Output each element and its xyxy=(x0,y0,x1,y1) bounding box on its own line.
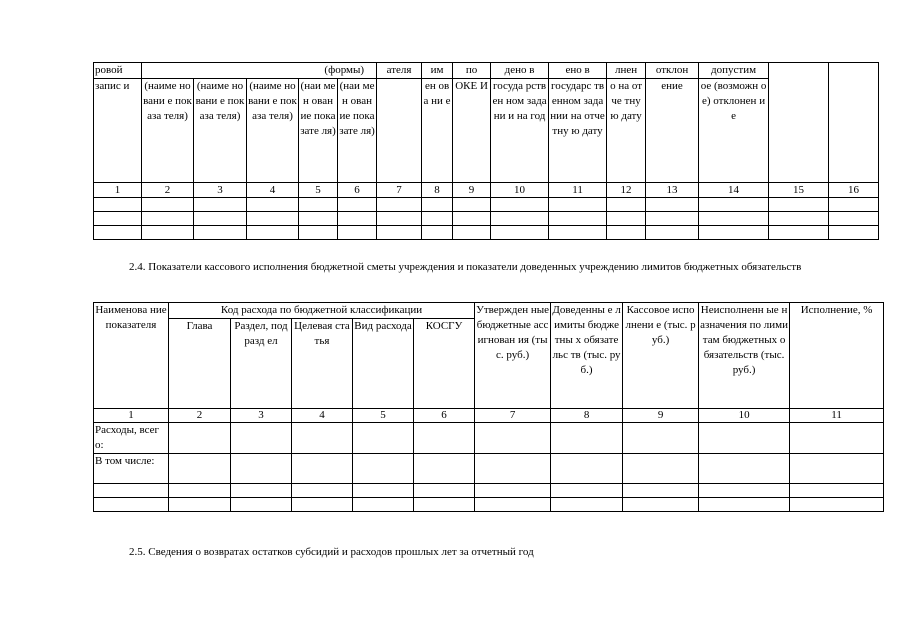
table-cell xyxy=(699,498,790,512)
t2-colnum: 5 xyxy=(353,409,414,423)
t1-header-c13: ение xyxy=(646,79,699,183)
table-cell xyxy=(194,198,247,212)
table-cell xyxy=(292,484,353,498)
table1-header-top-row xyxy=(94,63,879,79)
table-cell xyxy=(790,423,884,454)
t1-header-c4: (наиме новани е показа теля) xyxy=(247,79,299,183)
table-cell xyxy=(646,226,699,240)
t1-colnum: 1 xyxy=(94,183,142,198)
t1-header-c12-top: лнен xyxy=(607,63,646,79)
table-cell xyxy=(169,423,231,454)
section-2-4-heading: 2.4. Показатели кассового исполнения бюджетной сметы учреждения и показатели доведенных учреждению лимитов бюджетных обязательств xyxy=(129,261,802,273)
table-cell xyxy=(338,198,377,212)
table-cell xyxy=(169,498,231,512)
t1-colnum: 6 xyxy=(338,183,377,198)
t1-colnum: 16 xyxy=(829,183,879,198)
t2-colnum: 7 xyxy=(475,409,551,423)
table-cell xyxy=(414,423,475,454)
table-cell xyxy=(194,226,247,240)
t1-header-c8: ен ова ни е xyxy=(422,79,453,183)
table-cell xyxy=(491,212,549,226)
table-cell xyxy=(453,198,491,212)
t2-colnum: 6 xyxy=(414,409,475,423)
t1-header-c5: (наи мен ован ие пока зате ля) xyxy=(299,79,338,183)
t1-colnum: 10 xyxy=(491,183,549,198)
t2-header-razdel: Раздел, подразд ел xyxy=(231,319,292,409)
t2-colnum: 11 xyxy=(790,409,884,423)
table-cell xyxy=(551,498,623,512)
table-cell xyxy=(475,454,551,484)
table-cell xyxy=(623,484,699,498)
table-cell xyxy=(491,226,549,240)
table-cell xyxy=(422,198,453,212)
t1-colnum: 11 xyxy=(549,183,607,198)
table-cell xyxy=(475,498,551,512)
t1-colnum: 12 xyxy=(607,183,646,198)
table-cell xyxy=(231,498,292,512)
t2-header-limits: Доведенны е лимиты бюджетны х обязательс тв (тыс. руб.) xyxy=(551,303,623,409)
table-cell xyxy=(142,198,194,212)
table-row xyxy=(94,484,884,498)
t2-header-name: Наименова ние показателя xyxy=(94,303,169,409)
table-cell xyxy=(790,498,884,512)
t1-colnum: 9 xyxy=(453,183,491,198)
t1-header-c7: ателя xyxy=(377,63,422,79)
cash-execution-table xyxy=(93,302,884,512)
t2-colnum: 9 xyxy=(623,409,699,423)
table-cell xyxy=(231,423,292,454)
t2-colnum: 1 xyxy=(94,409,169,423)
table-cell xyxy=(353,423,414,454)
t1-colnum: 8 xyxy=(422,183,453,198)
indicators-table xyxy=(93,62,879,240)
t2-header-cash: Кассовое исполнени е (тыс. руб.) xyxy=(623,303,699,409)
table-cell xyxy=(646,212,699,226)
table1-header-main-row xyxy=(94,79,879,183)
t1-colnum: 13 xyxy=(646,183,699,198)
table-cell xyxy=(377,198,422,212)
table-cell xyxy=(699,226,769,240)
table-cell xyxy=(829,226,879,240)
table-cell xyxy=(247,226,299,240)
table-cell xyxy=(699,484,790,498)
t1-header-c10: госуда рствен ном задани и на год xyxy=(491,79,549,183)
t1-header-c3: (наиме новани е показа теля) xyxy=(194,79,247,183)
table-cell xyxy=(549,198,607,212)
table-cell xyxy=(551,484,623,498)
t1-colnum: 3 xyxy=(194,183,247,198)
t1-colnum: 4 xyxy=(247,183,299,198)
table2-header-row-1 xyxy=(94,303,884,319)
table-cell xyxy=(142,226,194,240)
t1-header-c16 xyxy=(829,63,879,183)
table-cell xyxy=(790,484,884,498)
t2-header-celevaya: Целевая статья xyxy=(292,319,353,409)
table-cell xyxy=(292,454,353,484)
table-row xyxy=(94,423,884,454)
table-cell xyxy=(414,484,475,498)
row-label-total: Расходы, всего: xyxy=(94,423,169,454)
table2-number-row xyxy=(94,409,884,423)
table-cell xyxy=(699,454,790,484)
table-cell xyxy=(549,212,607,226)
table-cell xyxy=(142,212,194,226)
table-cell xyxy=(231,454,292,484)
table-row xyxy=(94,212,879,226)
t1-header-c14-top: допустим xyxy=(699,63,769,79)
t1-header-c6: (наи мен ован ие пока зате ля) xyxy=(338,79,377,183)
table-cell xyxy=(422,226,453,240)
t1-colnum: 14 xyxy=(699,183,769,198)
t2-header-kosgu: КОСГУ xyxy=(414,319,475,409)
table-cell xyxy=(790,454,884,484)
table-row xyxy=(94,498,884,512)
t2-header-approved: Утвержден ные бюджетные ассигнован ия (тыс. руб.) xyxy=(475,303,551,409)
table-cell xyxy=(338,212,377,226)
row-label-including: В том числе: xyxy=(94,454,169,484)
t1-header-c14: ое (возможн ое) отклонен ие xyxy=(699,79,769,183)
table-cell xyxy=(94,212,142,226)
table-cell xyxy=(299,226,338,240)
table-cell xyxy=(475,423,551,454)
table-cell xyxy=(769,198,829,212)
t1-header-c11: государс твенном задании на отчетну ю дату xyxy=(549,79,607,183)
t1-header-forms: (формы) xyxy=(142,63,377,79)
t1-header-c7-cont xyxy=(377,79,422,183)
t1-header-c12: о на отче тну ю дату xyxy=(607,79,646,183)
table-cell xyxy=(623,498,699,512)
table-cell xyxy=(699,198,769,212)
t2-header-glava: Глава xyxy=(169,319,231,409)
table-cell xyxy=(607,212,646,226)
table-cell xyxy=(769,212,829,226)
table-cell xyxy=(769,226,829,240)
table-cell xyxy=(377,212,422,226)
t2-header-execution: Исполнение, % xyxy=(790,303,884,409)
table-cell xyxy=(607,198,646,212)
table-cell xyxy=(299,212,338,226)
table-cell xyxy=(353,484,414,498)
table-cell xyxy=(338,226,377,240)
t1-header-c15 xyxy=(769,63,829,183)
table-cell xyxy=(169,484,231,498)
t1-colnum: 2 xyxy=(142,183,194,198)
table-cell xyxy=(414,498,475,512)
t1-header-c1-top: ровой xyxy=(94,63,142,79)
t1-header-c9-top: по xyxy=(453,63,491,79)
t1-header-c10-top: дено в xyxy=(491,63,549,79)
t2-colnum: 2 xyxy=(169,409,231,423)
table-cell xyxy=(646,198,699,212)
table-cell xyxy=(453,212,491,226)
table-row xyxy=(94,454,884,484)
t1-header-c13-top: отклон xyxy=(646,63,699,79)
row-label xyxy=(94,484,169,498)
t2-header-code-group: Код расхода по бюджетной классификации xyxy=(169,303,475,319)
section-2-5-heading: 2.5. Сведения о возвратах остатков субсидий и расходов прошлых лет за отчетный год xyxy=(129,546,534,558)
t1-header-c2: (наиме новани е показа теля) xyxy=(142,79,194,183)
table-cell xyxy=(94,198,142,212)
table-cell xyxy=(247,212,299,226)
t1-colnum: 5 xyxy=(299,183,338,198)
table-cell xyxy=(414,454,475,484)
table-cell xyxy=(699,212,769,226)
table-cell xyxy=(169,454,231,484)
table-cell xyxy=(551,454,623,484)
table-cell xyxy=(231,484,292,498)
t1-header-c8-top: им xyxy=(422,63,453,79)
table-cell xyxy=(699,423,790,454)
table-cell xyxy=(607,226,646,240)
table-cell xyxy=(94,226,142,240)
table-cell xyxy=(353,498,414,512)
table-cell xyxy=(247,198,299,212)
table-cell xyxy=(292,423,353,454)
table-cell xyxy=(491,198,549,212)
table-cell xyxy=(623,423,699,454)
t1-header-c9: ОКЕ И xyxy=(453,79,491,183)
t2-colnum: 8 xyxy=(551,409,623,423)
t1-header-c1: запис и xyxy=(94,79,142,183)
t1-colnum: 7 xyxy=(377,183,422,198)
table-row xyxy=(94,226,879,240)
t2-colnum: 4 xyxy=(292,409,353,423)
t1-colnum: 15 xyxy=(769,183,829,198)
table-cell xyxy=(829,198,879,212)
table-cell xyxy=(475,484,551,498)
table-cell xyxy=(422,212,453,226)
table-cell xyxy=(292,498,353,512)
table-row xyxy=(94,198,879,212)
table-cell xyxy=(453,226,491,240)
table-cell xyxy=(194,212,247,226)
t2-header-unfulfilled: Неисполненн ые назначения по лимитам бюджетных обязательств (тыс. руб.) xyxy=(699,303,790,409)
table-cell xyxy=(377,226,422,240)
table-cell xyxy=(549,226,607,240)
t2-header-vid: Вид расхода xyxy=(353,319,414,409)
row-label xyxy=(94,498,169,512)
t2-colnum: 3 xyxy=(231,409,292,423)
table-cell xyxy=(623,454,699,484)
t1-header-c11-top: ено в xyxy=(549,63,607,79)
table1-number-row xyxy=(94,183,879,198)
table-cell xyxy=(829,212,879,226)
table-cell xyxy=(353,454,414,484)
table-cell xyxy=(299,198,338,212)
t2-colnum: 10 xyxy=(699,409,790,423)
table-cell xyxy=(551,423,623,454)
